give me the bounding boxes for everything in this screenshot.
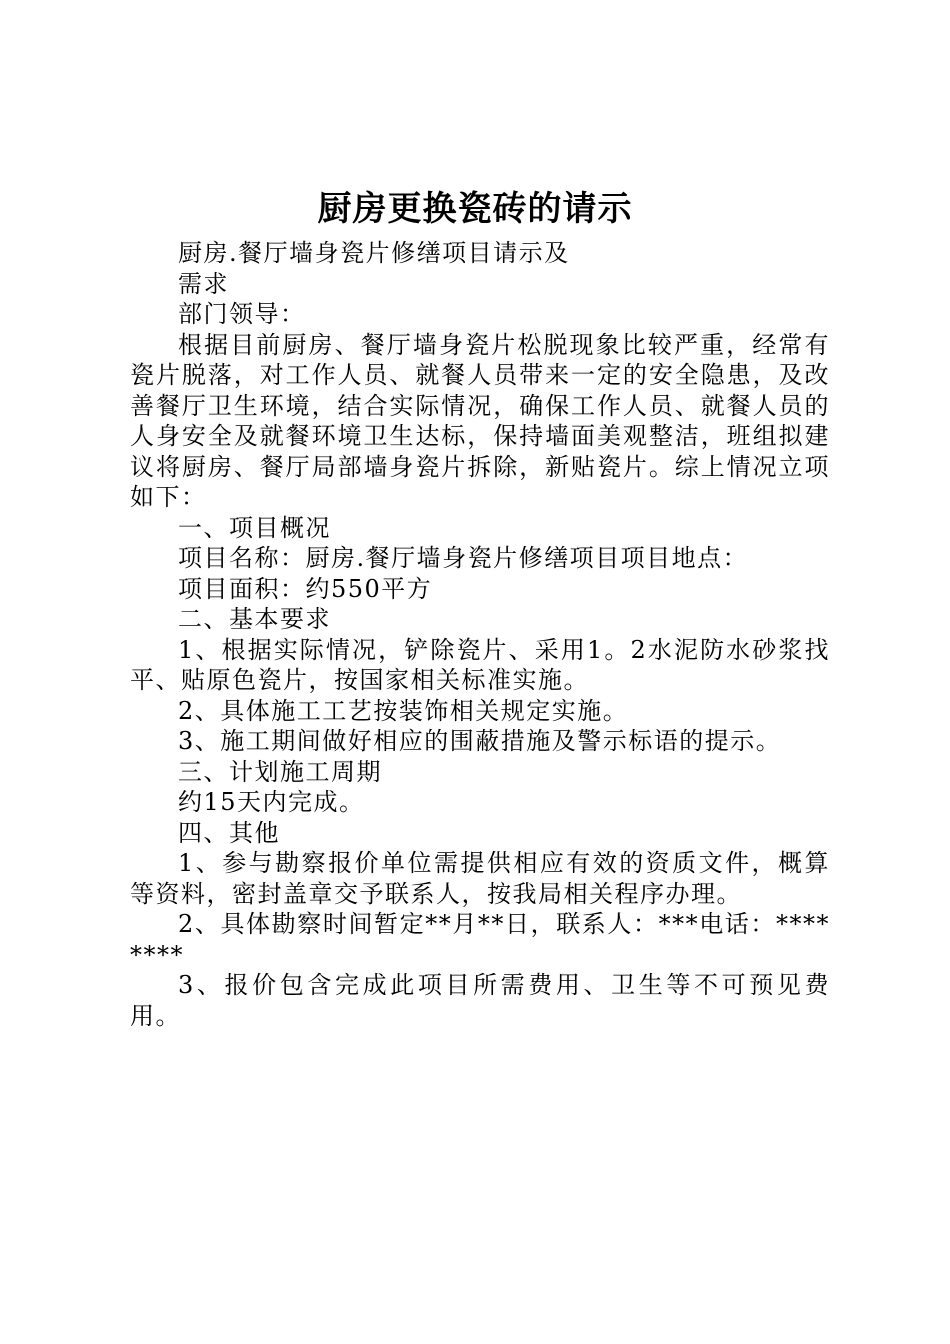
- requirement-item-3: 3、施工期间做好相应的围蔽措施及警示标语的提示。: [178, 727, 782, 755]
- other-item-1: 1、参与勘察报价单位需提供相应有效的资质文件，概算等资料，密封盖章交予联系人，按我局相关程序办理。: [130, 849, 830, 908]
- section-heading-requirements: 二、基本要求: [178, 605, 331, 633]
- paragraph-schedule: 约15天内完成。: [178, 788, 365, 816]
- document-body: [130, 238, 830, 1031]
- paragraph-project-area: 项目面积：约550平方: [178, 574, 433, 603]
- other-item-3: 3、报价包含完成此项目所需费用、卫生等不可预见费用。: [130, 971, 830, 1030]
- requirement-item-2: 2、具体施工工艺按装饰相关规定实施。: [178, 696, 629, 725]
- section-heading-schedule: 三、计划施工周期: [178, 757, 382, 786]
- other-item-2: 2、具体勘察时间暂定**月**日，联系人：***电话：********: [130, 910, 830, 969]
- paragraph-subject-continuation: 需求: [178, 269, 229, 298]
- paragraph-project-name: 项目名称：厨房.餐厅墙身瓷片修缮项目项目地点：: [178, 544, 749, 572]
- section-heading-other: 四、其他: [178, 818, 280, 847]
- requirement-item-1: 1、根据实际情况，铲除瓷片、采用1。2水泥防水砂浆找平、贴原色瓷片，按国家相关标准实施。: [130, 635, 830, 694]
- paragraph-salutation: 部门领导：: [178, 300, 306, 328]
- paragraph-background: 根据目前厨房、餐厅墙身瓷片松脱现象比较严重，经常有瓷片脱落，对工作人员、就餐人员带来一定的安全隐患，及改善餐厅卫生环境，结合实际情况，确保工作人员、就餐人员的人身安全及就餐环境卫生达标，保持墙面美观整洁，班组拟建议将厨房、餐厅局部墙身瓷片拆除，新贴瓷片。综上情况立项如下：: [130, 330, 830, 511]
- paragraph-subject-line: 厨房.餐厅墙身瓷片修缮项目请示及: [178, 239, 570, 267]
- document-title: 厨房更换瓷砖的请示: [317, 189, 633, 229]
- section-heading-overview: 一、项目概况: [178, 513, 331, 542]
